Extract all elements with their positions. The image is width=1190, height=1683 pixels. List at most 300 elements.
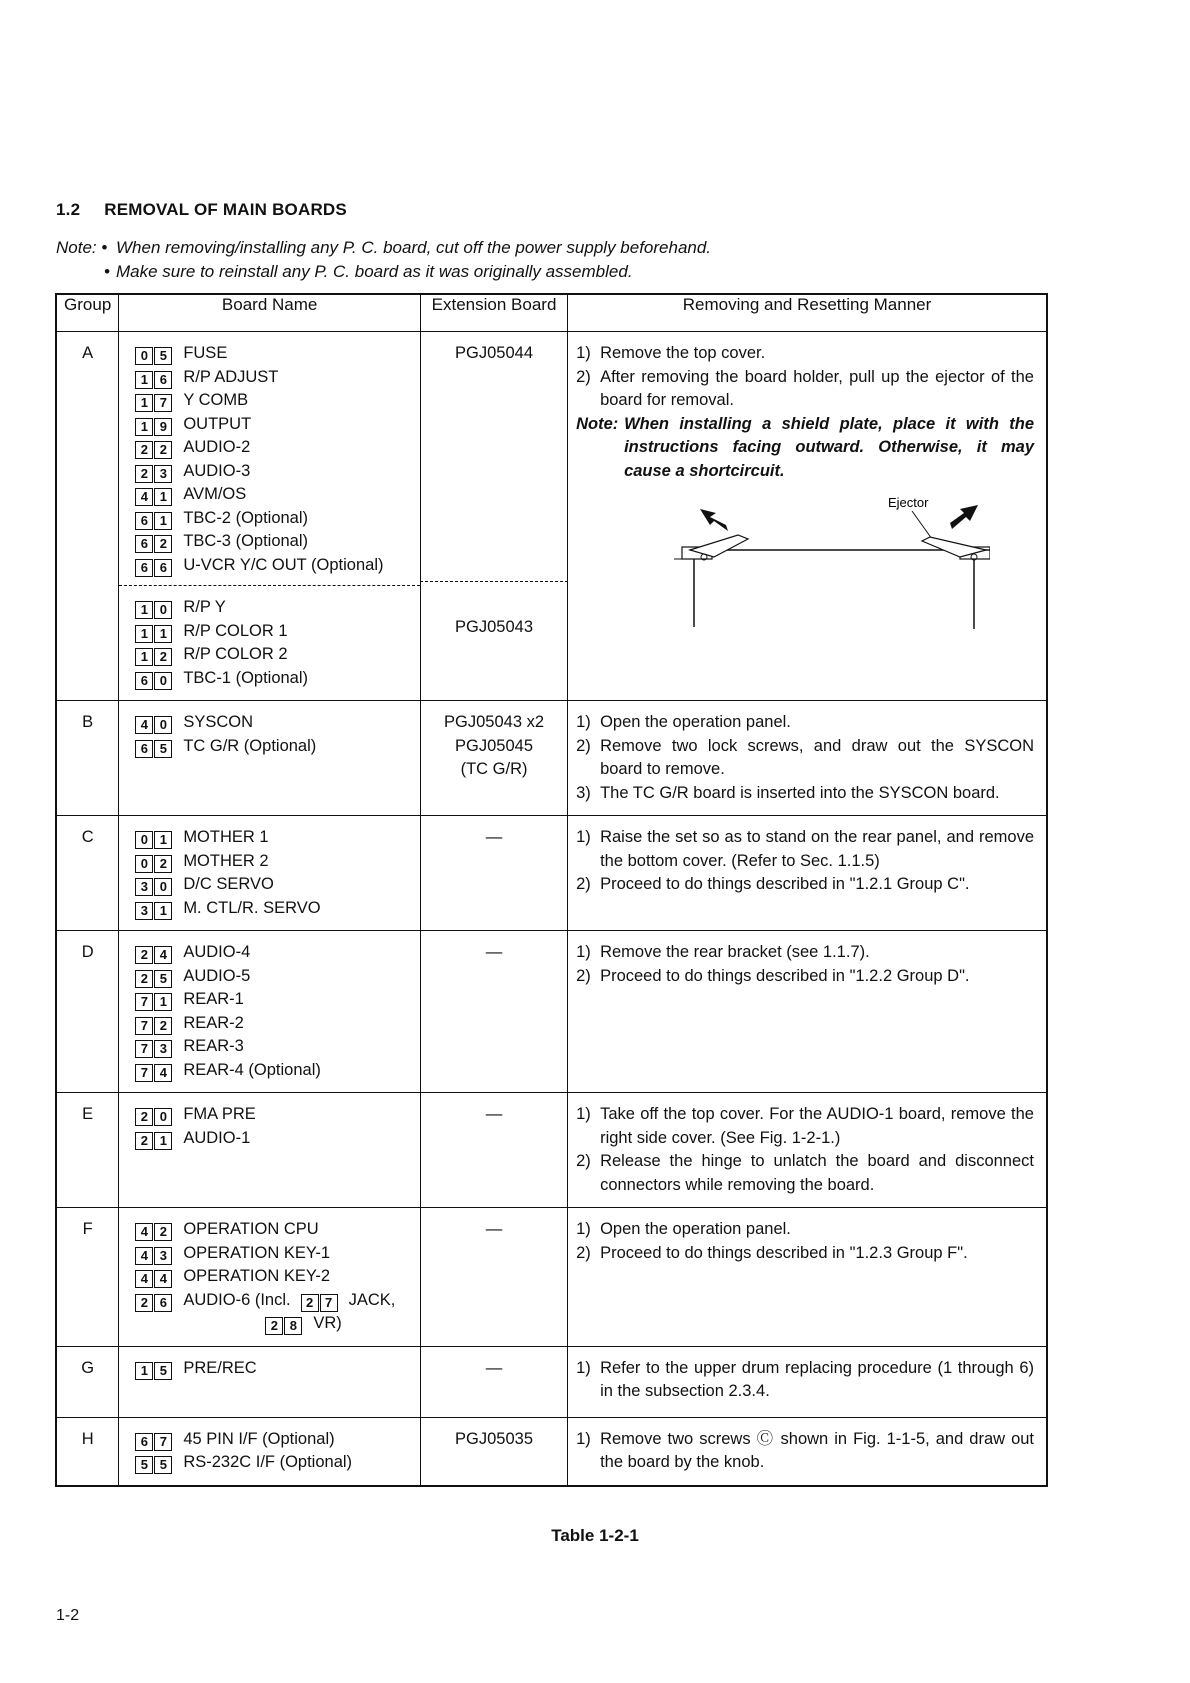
- board-item: [135, 988, 420, 1012]
- board-name: AUDIO-3: [183, 461, 251, 480]
- board-item: [135, 342, 420, 366]
- code-digit: 5: [135, 1456, 153, 1474]
- code-digit: 6: [135, 740, 153, 758]
- board-item: [135, 1289, 420, 1313]
- board-code-box: [135, 1451, 173, 1475]
- board-name-extra: JACK,: [348, 1290, 396, 1309]
- code-digit: 8: [284, 1317, 302, 1335]
- code-digit: 1: [154, 1132, 172, 1150]
- extension-board-cell: [420, 1208, 567, 1347]
- step-number: 2): [576, 1152, 591, 1170]
- code-digit: 6: [154, 1294, 172, 1312]
- board-name: U-VCR Y/C OUT (Optional): [183, 555, 384, 574]
- board-item: [135, 1059, 420, 1083]
- step-text: Raise the set so as to stand on the rear panel, and remove the bottom cover. (Refer to Sec. 1.1.5): [600, 828, 1034, 870]
- manner-step: [576, 735, 1034, 782]
- manner-step: [576, 965, 1034, 989]
- manner-cell: [568, 701, 1047, 816]
- board-name: TC G/R (Optional): [183, 736, 317, 755]
- code-digit: 2: [154, 1017, 172, 1035]
- step-text: Take off the top cover. For the AUDIO-1 board, remove the right side cover. (See Fig. 1-2-1.): [600, 1105, 1034, 1147]
- header-group: Group: [56, 294, 119, 332]
- manner-step: [576, 1150, 1034, 1197]
- board-code-box: [135, 620, 173, 644]
- step-number: 2): [576, 736, 591, 755]
- group-cell: C: [56, 816, 119, 931]
- board-item: [135, 1428, 420, 1452]
- dashed-separator: [420, 581, 568, 606]
- board-name: D/C SERVO: [183, 875, 274, 893]
- board-name: SYSCON: [183, 713, 253, 731]
- note-label: Note: •: [56, 238, 108, 257]
- arrow-left-icon: [700, 509, 728, 531]
- board-item: [135, 1451, 420, 1475]
- code-digit: 3: [154, 465, 172, 483]
- code-digit: 1: [154, 993, 172, 1011]
- board-code-box: [135, 1289, 173, 1313]
- group-cell: G: [56, 1346, 119, 1417]
- code-digit: 7: [154, 1433, 172, 1451]
- code-digit: 5: [154, 1456, 172, 1474]
- board-name: REAR-3: [183, 1037, 244, 1055]
- group-cell: H: [56, 1417, 119, 1486]
- board-code-box: [135, 1357, 173, 1381]
- step-text: Open the operation panel.: [600, 713, 791, 731]
- board-name: OPERATION KEY-1: [183, 1243, 331, 1262]
- extension-board-value: —: [485, 943, 503, 961]
- board-item: [135, 1103, 420, 1127]
- manner-step: [576, 711, 1034, 735]
- step-number: 2): [576, 875, 591, 893]
- board-item: [135, 483, 420, 507]
- board-code-box: [135, 1265, 173, 1289]
- board-code-box: [135, 596, 173, 620]
- board-item: [135, 1242, 420, 1266]
- code-digit: 9: [154, 418, 172, 436]
- step-number: 2): [576, 1243, 591, 1262]
- group-cell: D: [56, 931, 119, 1093]
- manner-step: [576, 782, 1034, 806]
- board-name: R/P COLOR 2: [183, 645, 288, 663]
- ejector-leader-line: [912, 511, 932, 539]
- code-digit: 1: [154, 831, 172, 849]
- code-digit: 3: [154, 1247, 172, 1265]
- code-digit: 1: [135, 394, 153, 412]
- board-item: [135, 507, 420, 531]
- manner-step: [576, 366, 1034, 413]
- code-digit: 2: [135, 946, 153, 964]
- code-digit: 2: [135, 441, 153, 459]
- code-digit: 4: [135, 716, 153, 734]
- code-digit: 0: [154, 716, 172, 734]
- code-digit: 6: [154, 371, 172, 389]
- board-list: [119, 1417, 421, 1486]
- code-digit: 7: [135, 1017, 153, 1035]
- step-number: 2): [576, 367, 591, 386]
- board-name: AUDIO-1: [183, 1128, 251, 1147]
- group-cell: B: [56, 701, 119, 816]
- code-digit: 2: [135, 465, 153, 483]
- extension-board-value: PGJ05043: [455, 617, 534, 636]
- code-digit: 6: [135, 1433, 153, 1451]
- ejector-figure: [630, 495, 990, 655]
- code-digit: 1: [135, 625, 153, 643]
- step-number: 1): [576, 713, 591, 731]
- board-code-box: [135, 460, 173, 484]
- step-text: Proceed to do things described in "1.2.1 Group C".: [600, 875, 970, 893]
- code-digit: 4: [154, 1270, 172, 1288]
- board-name: R/P ADJUST: [183, 367, 279, 386]
- board-item: [135, 436, 420, 460]
- extension-board-cell: [420, 1346, 567, 1417]
- board-code-box: [135, 342, 173, 366]
- manner-cell: [568, 1346, 1047, 1417]
- board-code-box: [135, 667, 173, 691]
- code-digit: 4: [135, 1247, 153, 1265]
- extension-board-value: —: [485, 1358, 503, 1377]
- group-row-b: [56, 701, 1047, 816]
- board-item: [135, 530, 420, 554]
- board-code-box: [301, 1289, 339, 1313]
- board-item: [135, 1127, 420, 1151]
- board-code-box: [135, 1059, 173, 1083]
- extension-board-cell: [420, 1417, 567, 1486]
- board-code-box: [135, 1012, 173, 1036]
- code-digit: 1: [154, 488, 172, 506]
- code-digit: 4: [135, 1223, 153, 1241]
- board-code-box: [135, 850, 173, 874]
- board-list: [119, 931, 421, 1093]
- step-text: Remove the top cover.: [600, 344, 766, 362]
- code-digit: 1: [135, 418, 153, 436]
- board-item: [135, 620, 420, 644]
- extension-board-cell: [420, 816, 567, 931]
- board-item: [135, 941, 420, 965]
- step-text: Remove two screws Ⓒ shown in Fig. 1-1-5, and draw out the board by the knob.: [600, 1429, 1034, 1471]
- step-text: Refer to the upper drum replacing procedure (1 through 6) in the subsection 2.3.4.: [600, 1358, 1034, 1400]
- board-code-box: [135, 436, 173, 460]
- board-item: [135, 667, 420, 691]
- code-digit: 4: [135, 1270, 153, 1288]
- board-code-box: [135, 413, 173, 437]
- note-label: Note:: [576, 414, 619, 433]
- board-code-box: [135, 735, 173, 759]
- board-code-box: [135, 1103, 173, 1127]
- board-code-box: [135, 897, 173, 921]
- board-code-box: [265, 1312, 303, 1336]
- manner-step: [576, 1103, 1034, 1150]
- board-code-box: [135, 965, 173, 989]
- board-item-continued: [135, 1312, 420, 1336]
- board-name: TBC-3 (Optional): [183, 532, 309, 550]
- board-list: [119, 1346, 421, 1417]
- code-digit: 6: [135, 535, 153, 553]
- extension-board-cell: [420, 1093, 567, 1208]
- board-name: FUSE: [183, 344, 228, 362]
- code-digit: 5: [154, 970, 172, 988]
- board-name: REAR-1: [183, 990, 244, 1008]
- code-digit: 1: [135, 601, 153, 619]
- manner-cell: [568, 1417, 1047, 1486]
- board-list: [119, 1208, 421, 1347]
- code-digit: 6: [154, 559, 172, 577]
- board-item: [135, 1035, 420, 1059]
- code-digit: 2: [135, 1132, 153, 1150]
- board-name: TBC-1 (Optional): [183, 668, 309, 687]
- code-digit: 2: [135, 1294, 153, 1312]
- extension-board-value: —: [485, 828, 503, 846]
- manner-cell: [568, 1208, 1047, 1347]
- code-digit: 7: [154, 394, 172, 412]
- group-row-g: [56, 1346, 1047, 1417]
- step-number: 1): [576, 828, 591, 846]
- board-item: [135, 460, 420, 484]
- manner-cell: [568, 332, 1047, 701]
- board-code-box: [135, 941, 173, 965]
- board-item: [135, 366, 420, 390]
- code-digit: 0: [154, 672, 172, 690]
- board-name: TBC-2 (Optional): [183, 508, 309, 527]
- manner-step: [576, 342, 1034, 366]
- board-name: REAR-2: [183, 1013, 244, 1032]
- board-code-box: [135, 873, 173, 897]
- board-code-box: [135, 988, 173, 1012]
- group-cell: E: [56, 1093, 119, 1208]
- board-name: REAR-4 (Optional): [183, 1060, 321, 1079]
- section-title: [56, 200, 347, 220]
- step-number: 3): [576, 783, 591, 802]
- code-digit: 0: [154, 1108, 172, 1126]
- extension-board-value: PGJ05043 x2: [444, 713, 545, 731]
- group-row-e: [56, 1093, 1047, 1208]
- board-code-box: [135, 711, 173, 735]
- extension-board-value: (TC G/R): [460, 760, 528, 778]
- table-caption: Table 1-2-1: [551, 1526, 639, 1545]
- board-name: PRE/REC: [183, 1358, 257, 1377]
- extension-board-cell: [420, 332, 567, 701]
- note-text-1: When removing/installing any P. C. board, cut off the power supply beforehand.: [116, 238, 712, 257]
- step-text: Remove the rear bracket (see 1.1.7).: [600, 943, 870, 961]
- code-digit: 7: [320, 1294, 338, 1312]
- arrow-right-icon: [950, 505, 978, 529]
- board-code-box: [135, 530, 173, 554]
- header-extension-board: Extension Board: [420, 294, 567, 332]
- note-row-1: [56, 236, 711, 260]
- board-list: [119, 332, 421, 701]
- code-digit: 6: [135, 559, 153, 577]
- page-number: 1-2: [56, 1607, 80, 1624]
- step-number: 1): [576, 1358, 591, 1377]
- board-name: OPERATION CPU: [183, 1220, 319, 1238]
- step-number: 1): [576, 943, 591, 961]
- section-title-text: REMOVAL OF MAIN BOARDS: [104, 200, 347, 219]
- code-digit: 3: [135, 878, 153, 896]
- code-digit: 0: [135, 855, 153, 873]
- board-item: [135, 1265, 420, 1289]
- board-item: [135, 826, 420, 850]
- manner-step: [576, 1218, 1034, 1242]
- board-name: 45 PIN I/F (Optional): [183, 1429, 335, 1448]
- extension-board-value: —: [485, 1220, 503, 1238]
- step-number: 1): [576, 344, 591, 362]
- code-digit: 7: [135, 1064, 153, 1082]
- step-text: After removing the board holder, pull up the ejector of the board for removal.: [600, 367, 1034, 409]
- code-digit: 5: [154, 347, 172, 365]
- step-number: 2): [576, 966, 591, 985]
- board-name: R/P Y: [183, 598, 226, 616]
- code-digit: 6: [135, 672, 153, 690]
- note-row-2: [56, 260, 711, 284]
- code-digit: 2: [135, 1108, 153, 1126]
- step-text: Open the operation panel.: [600, 1220, 791, 1238]
- extension-board-cell: [420, 701, 567, 816]
- board-name: MOTHER 1: [183, 828, 269, 846]
- manner-step: [576, 1428, 1034, 1475]
- group-cell: F: [56, 1208, 119, 1347]
- header-board-name: Board Name: [119, 294, 421, 332]
- board-name: MOTHER 2: [183, 851, 269, 870]
- section-number: 1.2: [56, 200, 81, 219]
- step-text: Proceed to do things described in "1.2.2 Group D".: [600, 966, 970, 985]
- group-row-d: [56, 931, 1047, 1093]
- board-name: AUDIO-5: [183, 966, 251, 985]
- step-text: Proceed to do things described in "1.2.3 Group F".: [600, 1243, 968, 1262]
- group-row-h: [56, 1417, 1047, 1486]
- code-digit: 1: [135, 371, 153, 389]
- board-item: [135, 1012, 420, 1036]
- board-name: OUTPUT: [183, 414, 252, 433]
- extension-spacer: [421, 366, 567, 582]
- step-number: 1): [576, 1105, 591, 1123]
- board-item: [135, 711, 420, 735]
- code-digit: 2: [265, 1317, 283, 1335]
- board-name: AUDIO-2: [183, 438, 251, 456]
- group-row-f: [56, 1208, 1047, 1347]
- code-digit: 0: [154, 878, 172, 896]
- board-item: [135, 897, 420, 921]
- board-item: [135, 1357, 420, 1381]
- board-code-box: [135, 366, 173, 390]
- board-item: [135, 873, 420, 897]
- board-item: [135, 643, 420, 667]
- code-digit: 7: [135, 1040, 153, 1058]
- board-name: M. CTL/R. SERVO: [183, 898, 321, 917]
- group-row-c: [56, 816, 1047, 931]
- notes-block: [56, 236, 711, 284]
- code-digit: 4: [154, 1064, 172, 1082]
- group-cell: A: [56, 332, 119, 701]
- step-text: Release the hinge to unlatch the board and disconnect connectors while removing the board.: [600, 1152, 1034, 1194]
- code-digit: 2: [301, 1294, 319, 1312]
- step-text: Remove two lock screws, and draw out the SYSCON board to remove.: [600, 736, 1034, 778]
- code-digit: 2: [154, 535, 172, 553]
- board-name: AVM/OS: [183, 485, 247, 503]
- code-digit: 2: [135, 970, 153, 988]
- board-code-box: [135, 507, 173, 531]
- boards-table: [55, 293, 1048, 1487]
- extension-board-value: —: [485, 1105, 503, 1123]
- manner-step: [576, 826, 1034, 873]
- dashed-separator: [119, 585, 420, 586]
- code-digit: 0: [135, 347, 153, 365]
- ejector-diagram: [630, 495, 990, 655]
- code-digit: 5: [154, 1362, 172, 1380]
- code-digit: 1: [154, 902, 172, 920]
- code-digit: 1: [154, 625, 172, 643]
- board-name: AUDIO-6 (Incl.: [183, 1290, 291, 1309]
- step-number: 1): [576, 1220, 591, 1238]
- board-item: [135, 735, 420, 759]
- board-list: [119, 701, 421, 816]
- manner-step: [576, 1242, 1034, 1266]
- board-item: [135, 596, 420, 620]
- board-code-box: [135, 554, 173, 578]
- manner-step: [576, 941, 1034, 965]
- header-manner: Removing and Resetting Manner: [568, 294, 1047, 332]
- ejector-label: Ejector: [888, 495, 929, 510]
- board-item: [135, 554, 420, 578]
- step-text: The TC G/R board is inserted into the SYSCON board.: [600, 783, 1000, 802]
- code-digit: 7: [135, 993, 153, 1011]
- manner-step: [576, 873, 1034, 897]
- board-list: [119, 1093, 421, 1208]
- code-digit: 2: [154, 1223, 172, 1241]
- extension-board-value: PGJ05035: [455, 1429, 534, 1448]
- code-digit: 5: [154, 740, 172, 758]
- board-item: [135, 389, 420, 413]
- code-digit: 2: [154, 441, 172, 459]
- code-digit: 0: [135, 831, 153, 849]
- board-code-box: [135, 483, 173, 507]
- board-list: [119, 816, 421, 931]
- board-item: [135, 413, 420, 437]
- step-number: 1): [576, 1429, 591, 1448]
- board-code-box: [135, 1428, 173, 1452]
- board-code-box: [135, 1127, 173, 1151]
- ejector-lever-left: [690, 535, 748, 557]
- code-digit: 4: [154, 946, 172, 964]
- code-digit: 2: [154, 855, 172, 873]
- table-header-row: [56, 294, 1047, 332]
- board-name: VR): [313, 1314, 342, 1332]
- group-row-a: [56, 332, 1047, 701]
- extension-board-value: PGJ05045: [455, 736, 534, 755]
- note-bullet: •: [104, 262, 110, 281]
- code-digit: 6: [135, 512, 153, 530]
- code-digit: 3: [154, 1040, 172, 1058]
- manner-cell: [568, 931, 1047, 1093]
- manner-step: [576, 1357, 1034, 1404]
- board-name: Y COMB: [183, 391, 249, 409]
- extension-board-cell: [420, 931, 567, 1093]
- board-name: R/P COLOR 1: [183, 621, 288, 640]
- manner-cell: [568, 1093, 1047, 1208]
- code-digit: 3: [135, 902, 153, 920]
- board-code-box: [135, 826, 173, 850]
- code-digit: 0: [154, 601, 172, 619]
- board-item: [135, 850, 420, 874]
- board-code-box: [135, 643, 173, 667]
- code-digit: 1: [135, 1362, 153, 1380]
- board-item: [135, 965, 420, 989]
- board-name: AUDIO-4: [183, 943, 251, 961]
- code-digit: 1: [154, 512, 172, 530]
- board-item: [135, 1218, 420, 1242]
- board-name: OPERATION KEY-2: [183, 1267, 331, 1285]
- manner-cell: [568, 816, 1047, 931]
- board-code-box: [135, 1242, 173, 1266]
- extension-board-value: PGJ05044: [455, 344, 534, 362]
